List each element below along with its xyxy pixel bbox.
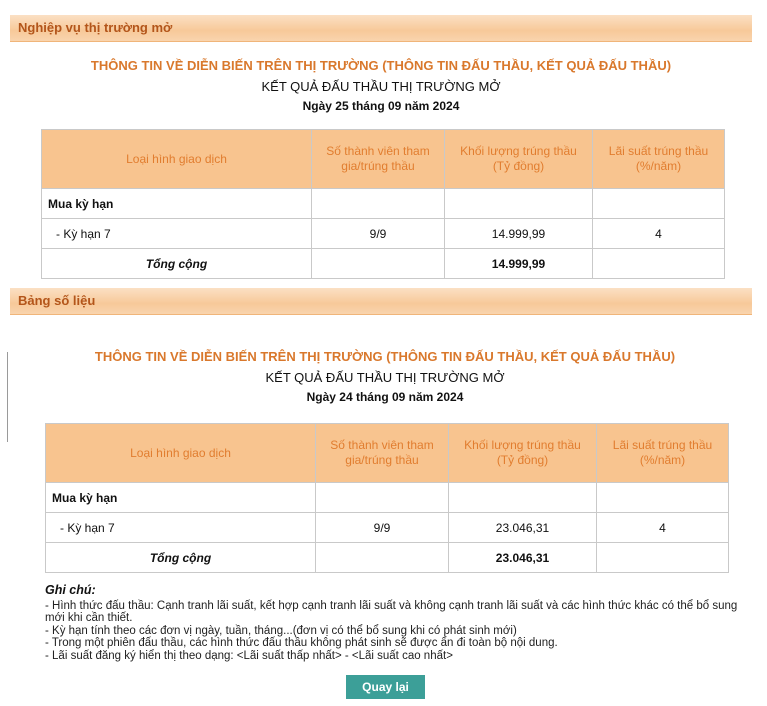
group-label: Mua kỳ hạn bbox=[42, 189, 312, 219]
table-row bbox=[42, 189, 725, 219]
total-label: Tổng cộng bbox=[42, 249, 312, 279]
table-row-total bbox=[46, 543, 729, 573]
table-row-total bbox=[42, 249, 725, 279]
section-title: THÔNG TIN VỀ DIỄN BIẾN TRÊN THỊ TRƯỜNG (THÔNG TIN ĐẤU THẦU, KẾT QUẢ ĐẤU THẦU) bbox=[94, 349, 676, 364]
note-line: - Trong một phiên đấu thầu, các hình thức đấu thầu không phát sinh sẽ được ẩn đi toàn bộ nội dung. bbox=[45, 637, 558, 649]
notes-title: Ghi chú: bbox=[45, 583, 96, 597]
total-volume: 14.999,99 bbox=[445, 249, 593, 279]
row-members: 9/9 bbox=[312, 219, 445, 249]
row-rate: 4 bbox=[597, 513, 729, 543]
col-header-rate: Lãi suất trúng thầu (%/năm) bbox=[597, 424, 729, 483]
note-line: - Kỳ hạn tính theo các đơn vị ngày, tuần, tháng...(đơn vị có thể bổ sung khi có phát sinh mới) bbox=[45, 624, 517, 637]
section-subtitle: KẾT QUẢ ĐẤU THẦU THỊ TRƯỜNG MỞ bbox=[265, 370, 505, 385]
divider bbox=[7, 352, 8, 442]
note-line: - Hình thức đấu thầu: Cạnh tranh lãi suất, kết hợp cạnh tranh lãi suất và không cạnh tranh lãi suất và các hình thức khác có thể bổ sung mới khi cần thiết. bbox=[45, 599, 738, 624]
row-volume: 23.046,31 bbox=[449, 513, 597, 543]
col-header-members: Số thành viên tham gia/trúng thầu bbox=[312, 130, 445, 189]
result-section-1 bbox=[10, 58, 752, 113]
col-header-volume: Khối lượng trúng thầu (Tỷ đồng) bbox=[445, 130, 593, 189]
group-label: Mua kỳ hạn bbox=[46, 483, 316, 513]
row-label: - Kỳ hạn 7 bbox=[46, 513, 316, 543]
col-header-rate: Lãi suất trúng thầu (%/năm) bbox=[593, 130, 725, 189]
row-rate: 4 bbox=[593, 219, 725, 249]
panel-header: Bảng số liệu bbox=[10, 288, 752, 315]
col-header-type: Loại hình giao dịch bbox=[42, 130, 312, 189]
section-date: Ngày 25 tháng 09 năm 2024 bbox=[302, 99, 460, 113]
row-label: - Kỳ hạn 7 bbox=[42, 219, 312, 249]
result-section-2 bbox=[14, 349, 756, 404]
col-header-type: Loại hình giao dịch bbox=[46, 424, 316, 483]
total-label: Tổng cộng bbox=[46, 543, 316, 573]
col-header-volume: Khối lượng trúng thầu (Tỷ đồng) bbox=[449, 424, 597, 483]
results-table-2 bbox=[45, 423, 729, 573]
notes bbox=[45, 584, 745, 662]
section-subtitle: KẾT QUẢ ĐẤU THẦU THỊ TRƯỜNG MỞ bbox=[261, 79, 501, 94]
section-date: Ngày 24 tháng 09 năm 2024 bbox=[306, 390, 464, 404]
row-volume: 14.999,99 bbox=[445, 219, 593, 249]
col-header-members: Số thành viên tham gia/trúng thầu bbox=[316, 424, 449, 483]
results-table-1 bbox=[41, 129, 725, 279]
panel-header: Nghiệp vụ thị trường mở bbox=[10, 15, 752, 42]
section-title: THÔNG TIN VỀ DIỄN BIẾN TRÊN THỊ TRƯỜNG (THÔNG TIN ĐẤU THẦU, KẾT QUẢ ĐẤU THẦU) bbox=[90, 58, 672, 73]
table-row bbox=[46, 483, 729, 513]
open-market-panel bbox=[10, 15, 752, 42]
table-row bbox=[42, 219, 725, 249]
note-line: - Lãi suất đăng ký hiển thị theo dạng: <Lãi suất thấp nhất> - <Lãi suất cao nhất> bbox=[45, 649, 453, 662]
table-row bbox=[46, 513, 729, 543]
data-table-panel bbox=[10, 288, 752, 315]
total-volume: 23.046,31 bbox=[449, 543, 597, 573]
back-button[interactable]: Quay lại bbox=[346, 675, 425, 699]
row-members: 9/9 bbox=[316, 513, 449, 543]
